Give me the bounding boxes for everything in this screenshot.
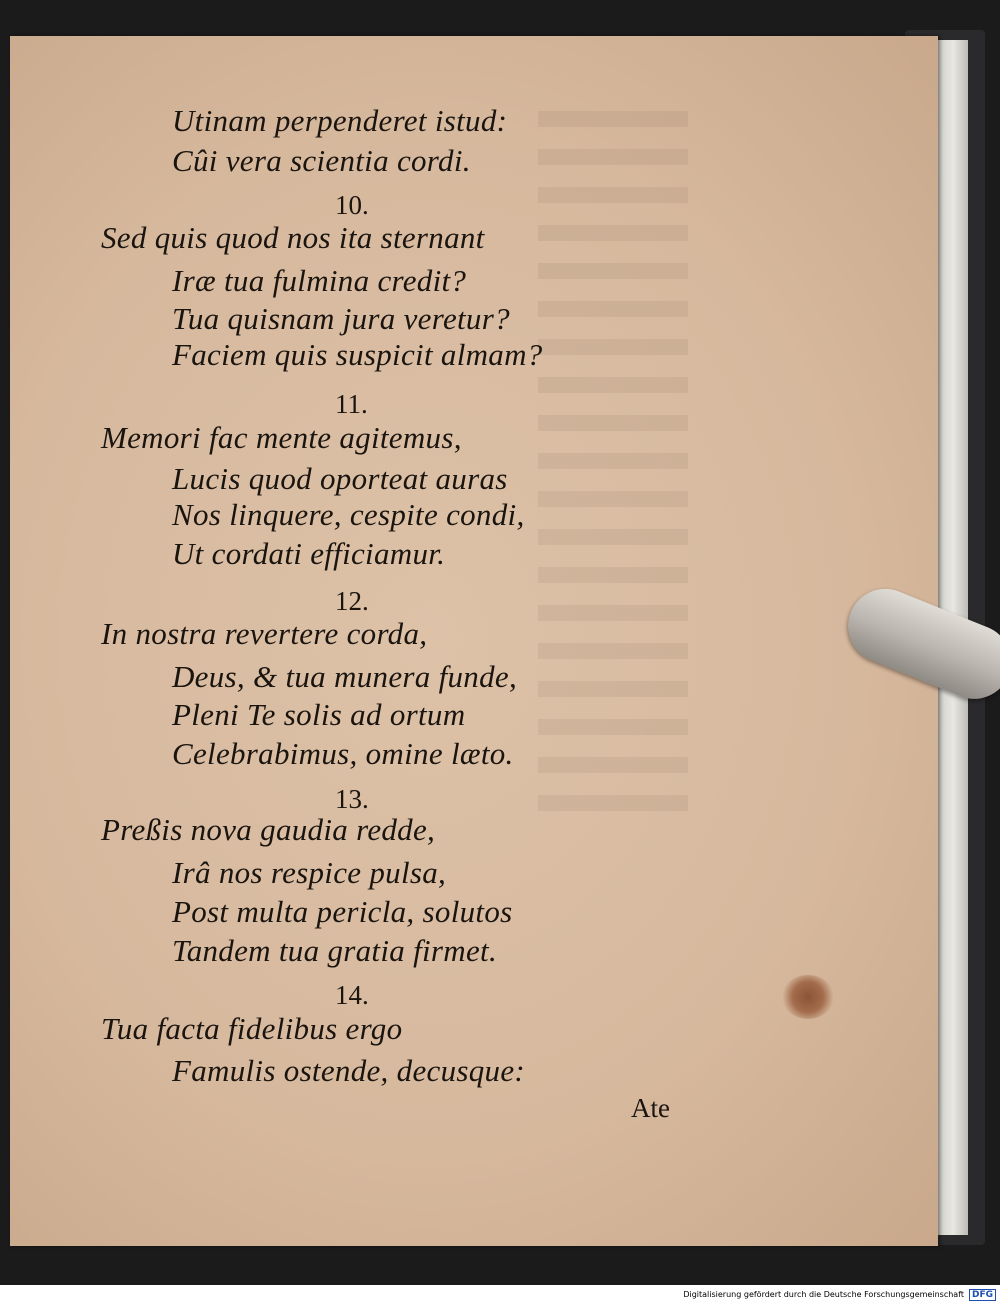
verse-line: Lucis quod oporteat auras: [172, 461, 508, 496]
verse-line: Nos linquere, cespite condi,: [172, 497, 525, 532]
stanza-number: 13.: [335, 784, 369, 814]
stanza-number: 12.: [335, 586, 369, 616]
verse-line: Sed quis quod nos ita sternant: [101, 220, 485, 255]
verse-line: Pleni Te solis ad ortum: [172, 697, 466, 732]
verse-line: Tua facta fidelibus ergo: [101, 1011, 403, 1046]
verse-line: Memori fac mente agitemus,: [101, 420, 462, 455]
verse-line: Irâ nos respice pulsa,: [172, 855, 447, 890]
verse-line: Iræ tua fulmina credit?: [172, 263, 467, 298]
verse-line: Celebrabimus, omine læto.: [172, 736, 514, 771]
show-through-text: [538, 111, 688, 831]
ink-stain: [782, 975, 834, 1019]
stanza-number: 11.: [335, 389, 368, 419]
catchword: Ate: [631, 1093, 670, 1123]
verse-line: Preßis nova gaudia redde,: [101, 812, 436, 847]
verse-line: Famulis ostende, decusque:: [172, 1053, 526, 1088]
verse-line: Faciem quis suspicit almam?: [172, 337, 543, 372]
verse-line: In nostra revertere corda,: [101, 616, 428, 651]
verse-line: Ut cordati efficiamur.: [172, 536, 446, 571]
verse-line: Tua quisnam jura veretur?: [172, 301, 510, 336]
verse-line: Cûi vera scientia cordi.: [172, 143, 471, 178]
digitization-credit: Digitalisierung gefördert durch die Deutsche Forschungsgemeinschaft: [683, 1290, 964, 1299]
verse-line: Utinam perpenderet istud:: [172, 103, 508, 138]
dfg-logo: DFG: [969, 1289, 996, 1301]
stanza-number: 14.: [335, 980, 369, 1010]
verse-line: Post multa pericla, solutos: [172, 894, 513, 929]
verse-line: Deus, & tua munera funde,: [172, 659, 518, 694]
verse-line: Tandem tua gratia firmet.: [172, 933, 497, 968]
stanza-number: 10.: [335, 190, 369, 220]
